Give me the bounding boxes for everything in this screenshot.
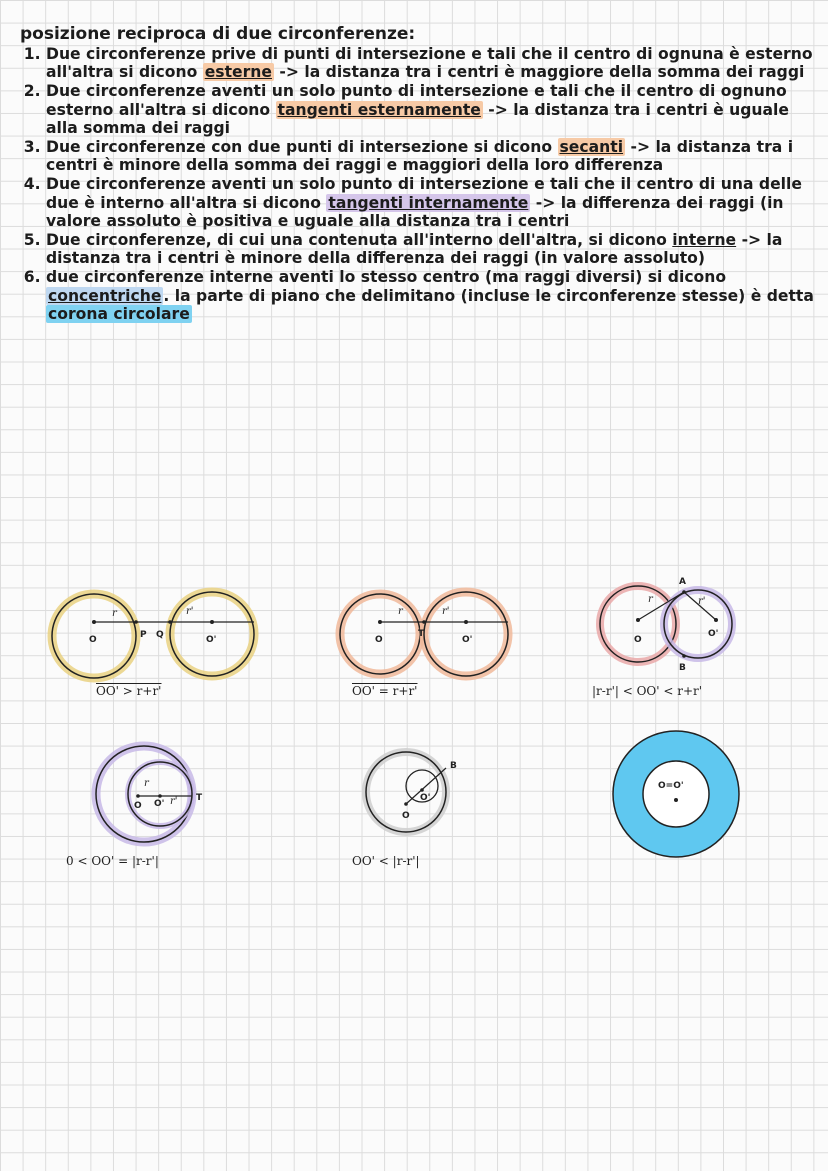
- circle-inner: [128, 762, 192, 826]
- diagram-tangent-internal: [82, 738, 222, 848]
- point-o: [136, 794, 140, 798]
- page-title: posizione reciproca di due circonferenze:: [20, 24, 416, 44]
- point-o: [378, 620, 382, 624]
- item-text: due circonferenze interne aventi lo stesso centro (ma raggi diversi) si dicono: [46, 268, 727, 287]
- definitions-list: [20, 45, 815, 323]
- relation-secant: |r-r'| < OO' < r+r': [592, 684, 703, 698]
- list-item: [46, 82, 815, 137]
- label-op: O': [420, 793, 431, 803]
- term-secanti: secanti: [559, 138, 624, 157]
- label-center: O=O': [658, 781, 684, 791]
- point-o: [92, 620, 96, 624]
- label-r: r: [648, 594, 653, 605]
- label-a: A: [679, 577, 686, 587]
- diagram-concentric: [600, 728, 760, 858]
- label-b: B: [679, 663, 686, 673]
- term-tangenti-internamente: tangenti internamente: [328, 193, 529, 212]
- item-text: -> la distanza tra i centri è minore della somma dei raggi e maggiori della loro differenza: [46, 138, 794, 175]
- item-text: -> la differenza dei raggi (in valore assoluto è positiva e uguale alla distanza tra i centri: [46, 193, 784, 230]
- list-item: [46, 138, 815, 174]
- point-op: [420, 788, 424, 792]
- point-q: [168, 620, 172, 624]
- point-b: [682, 654, 686, 658]
- label-rp: r': [442, 606, 450, 617]
- list-item: [46, 231, 815, 267]
- diagram-internal: [350, 742, 490, 842]
- label-t: T: [196, 793, 203, 803]
- secant-figure: [590, 570, 770, 680]
- relation-tangent-external: OO' = r+r': [352, 684, 418, 698]
- item-text: -> la distanza tra i centri è maggiore della somma dei raggi: [273, 63, 805, 82]
- internal-figure: [350, 742, 490, 842]
- circle-op: [424, 592, 508, 676]
- label-op: O': [154, 799, 165, 809]
- term-interne: interne: [672, 231, 737, 250]
- label-t: T: [418, 629, 425, 639]
- item-text: -> la distanza tra i centri è minore della differenza dei raggi (in valore assoluto): [46, 231, 783, 268]
- point-center: [674, 798, 678, 802]
- list-item: [46, 175, 815, 230]
- label-p: P: [140, 630, 147, 640]
- term-corona-circolare: corona circolare: [48, 304, 190, 323]
- label-o: O: [89, 635, 97, 645]
- label-rp: r': [698, 596, 706, 607]
- term-esterne: esterne: [204, 63, 272, 82]
- label-b: B: [450, 761, 457, 771]
- relation-tangent-internal: 0 < OO' = |r-r'|: [66, 854, 159, 868]
- label-rp: r': [186, 606, 194, 617]
- point-a: [682, 590, 686, 594]
- point-op: [464, 620, 468, 624]
- circle-outer: [96, 746, 192, 842]
- point-op: [158, 794, 162, 798]
- diagram-secant: [590, 570, 770, 680]
- concentric-figure: [600, 728, 760, 858]
- circle-op: [170, 592, 254, 676]
- item-text: Due circonferenze aventi un solo punto di intersezione e tali che il centro di una delle due è interno all'altra si dicono: [46, 175, 802, 212]
- circle-o: [340, 594, 420, 674]
- point-t: [422, 620, 426, 624]
- item-text: . la parte di piano che delimitano (incluse le circonferenze stesse) è detta: [163, 286, 814, 305]
- label-q: Q: [156, 630, 164, 640]
- item-text: Due circonferenze con due punti di intersezione si dicono: [46, 138, 558, 157]
- term-concentriche: concentriche: [48, 286, 162, 305]
- label-o: O: [634, 635, 642, 645]
- list-item: [46, 45, 815, 81]
- item-text: Due circonferenze aventi un solo punto di intersezione e tali che il centro di ognuno esterno all'altra si dicono: [46, 82, 787, 119]
- point-op: [210, 620, 214, 624]
- label-op: O': [462, 635, 473, 645]
- point-p: [134, 620, 138, 624]
- label-rp: r': [170, 796, 178, 807]
- label-o: O: [402, 811, 410, 821]
- item-text: Due circonferenze, di cui una contenuta all'interno dell'altra, si dicono: [46, 231, 673, 250]
- label-r: r: [112, 608, 117, 619]
- label-r: r: [398, 606, 403, 617]
- list-item: [46, 268, 815, 323]
- relation-external: OO' > r+r': [96, 684, 162, 698]
- item-text: -> la distanza tra i centri è uguale alla somma dei raggi: [46, 100, 789, 137]
- point-o: [636, 618, 640, 622]
- label-op: O': [708, 629, 719, 639]
- label-op: O': [206, 635, 217, 645]
- label-r: r: [144, 778, 149, 789]
- circle-inner: [643, 761, 709, 827]
- notes: [20, 24, 815, 324]
- point-o: [404, 802, 408, 806]
- label-o: O: [134, 801, 142, 811]
- term-tangenti-esternamente: tangenti esternamente: [277, 100, 481, 119]
- item-text: Due circonferenze prive di punti di intersezione e tali che il centro di ognuna è esterno all'altra si dicono: [46, 45, 813, 82]
- tangent-internal-figure: [82, 738, 222, 848]
- relation-internal: OO' < |r-r'|: [352, 854, 420, 868]
- label-o: O: [375, 635, 383, 645]
- point-op: [714, 618, 718, 622]
